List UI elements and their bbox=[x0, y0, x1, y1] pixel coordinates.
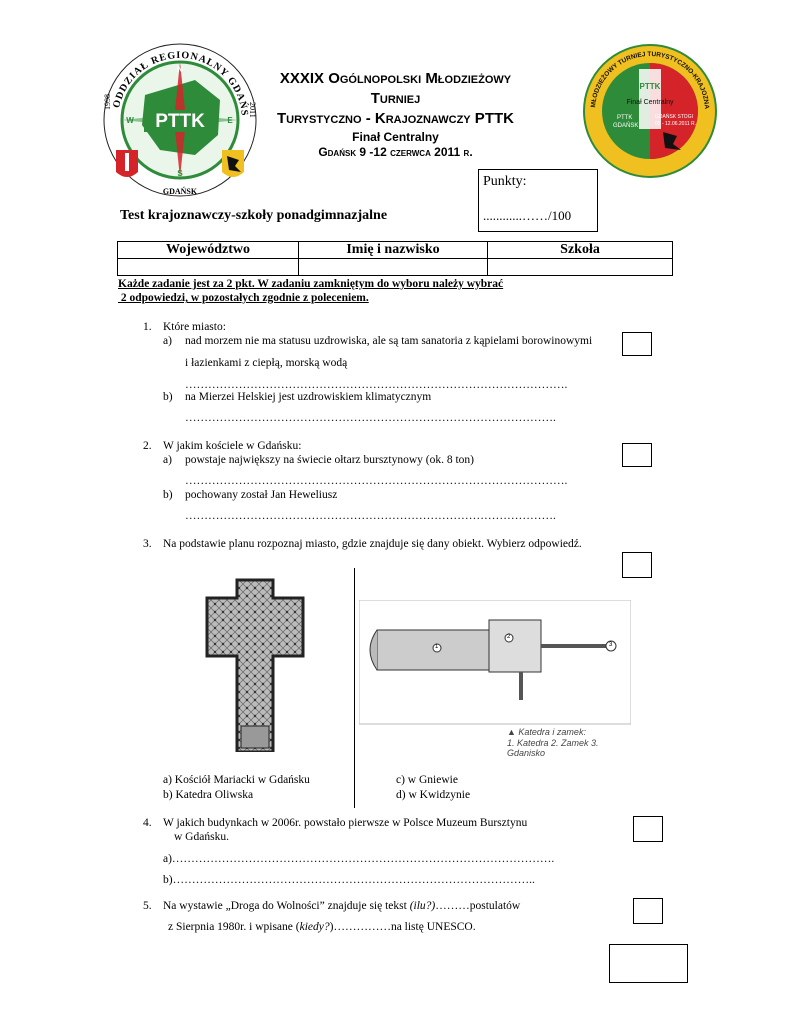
q1-number: 1. bbox=[143, 321, 152, 333]
q1-answer-box[interactable] bbox=[622, 332, 652, 356]
q3-option-d[interactable]: d) w Kwidzynie bbox=[396, 789, 471, 801]
q3-number: 3. bbox=[143, 538, 152, 550]
plan-caption-title: ▲ Katedra i zamek: bbox=[507, 727, 586, 737]
q1-b-dots[interactable]: ……………………………………………………………………………………. bbox=[185, 412, 556, 424]
score-value: ............……/100 bbox=[483, 208, 572, 223]
header-line5: Gdańsk 9 -12 czerwca 2011 r. bbox=[318, 145, 473, 159]
svg-text:GDAŃSK: GDAŃSK bbox=[613, 123, 639, 129]
svg-text:PTTK: PTTK bbox=[617, 115, 633, 121]
q2-a-dots[interactable]: ………………………………………………………………………………………. bbox=[185, 475, 568, 487]
svg-text:2011: 2011 bbox=[248, 102, 257, 118]
test-title: Test krajoznawczy-szkoły ponadgimnazjalne bbox=[120, 208, 388, 223]
column-header-voivodeship: Województwo bbox=[118, 242, 299, 259]
q1-a-dots[interactable]: ………………………………………………………………………………………. bbox=[185, 379, 568, 391]
q2-b-dots[interactable]: ……………………………………………………………………………………. bbox=[185, 510, 556, 522]
q2-b-label: b) bbox=[163, 489, 173, 501]
q5-text: Na wystawie „Droga do Wolności” znajduje się tekst (ilu?)………postulatów bbox=[163, 900, 521, 912]
q1-b-text: na Mierzei Helskiej jest uzdrowiskiem klimatycznym bbox=[185, 391, 432, 403]
q3-answer-box[interactable] bbox=[622, 552, 652, 578]
column-header-school: Szkoła bbox=[488, 242, 673, 259]
header-line1: XXXIX Ogólnopolski Młodzieżowy bbox=[279, 70, 512, 87]
header-line2: Turniej bbox=[370, 90, 421, 107]
score-label: Punkty: bbox=[483, 174, 527, 189]
name-field[interactable] bbox=[299, 259, 488, 276]
svg-text:S: S bbox=[177, 169, 183, 178]
svg-text:1998: 1998 bbox=[103, 94, 112, 110]
header-line4: Finał Centralny bbox=[352, 130, 439, 144]
svg-text:E: E bbox=[227, 116, 233, 125]
svg-text:N: N bbox=[177, 65, 183, 74]
plans-divider bbox=[354, 568, 355, 808]
q2-a-label: a) bbox=[163, 454, 172, 466]
page-points-box[interactable] bbox=[609, 944, 688, 983]
q2-text: W jakim kościele w Gdańsku: bbox=[163, 440, 302, 452]
q4-text: W jakich budynkach w 2006r. powstało pierwsze w Polsce Muzeum Bursztynu bbox=[163, 817, 528, 829]
q3-option-c[interactable]: c) w Gniewie bbox=[396, 774, 458, 786]
svg-text:ODDZIAŁ REGIONALNY GDAŃSK: ODDZIAŁ REGIONALNY GDAŃS bbox=[111, 49, 250, 117]
plan-caption-legend: 1. Katedra 2. Zamek 3. Gdanisko bbox=[507, 738, 599, 758]
svg-text:GDAŃSK STOGI: GDAŃSK STOGI bbox=[655, 114, 693, 120]
q4-cont: w Gdańsku. bbox=[174, 831, 229, 843]
plan-label-3: 3 bbox=[609, 642, 613, 648]
svg-text:W: W bbox=[126, 116, 134, 125]
q2-answer-box[interactable] bbox=[622, 443, 652, 467]
q4-answer-box[interactable] bbox=[633, 816, 663, 842]
school-field[interactable] bbox=[488, 259, 673, 276]
score-box bbox=[478, 169, 598, 232]
cathedral-castle-plan-image bbox=[359, 600, 631, 758]
q1-text: Które miasto: bbox=[163, 321, 226, 333]
q2-number: 2. bbox=[143, 440, 152, 452]
header-line3: Turystyczno - Krajoznawczy PTTK bbox=[277, 110, 514, 127]
column-header-name: Imię i nazwisko bbox=[299, 242, 488, 259]
q1-b-label: b) bbox=[163, 391, 173, 403]
q3-option-b[interactable]: b) Katedra Oliwska bbox=[163, 789, 254, 801]
church-plan-image bbox=[203, 576, 307, 752]
voivodeship-field[interactable] bbox=[118, 259, 299, 276]
q3-option-a[interactable]: a) Kościół Mariacki w Gdańsku bbox=[163, 774, 310, 786]
instructions-line1: Każde zadanie jest za 2 pkt. W zadaniu zamkniętym do wyboru należy wybrać bbox=[118, 278, 504, 290]
svg-text:09 - 12.06.2011 R.: 09 - 12.06.2011 R. bbox=[655, 121, 697, 127]
q2-b-text: pochowany został Jan Heweliusz bbox=[185, 489, 338, 501]
svg-text:PTTK: PTTK bbox=[155, 111, 205, 132]
q4-b-line[interactable]: b)………………………………………………………………………………….. bbox=[163, 874, 535, 886]
svg-text:PTTK: PTTK bbox=[639, 82, 661, 91]
svg-text:MŁODZIEŻOWY TURNIEJ TURYSTYCZN: MŁODZIEŻOWY TURNIEJ TURYSTYCZNO-KRAJOZNA bbox=[590, 50, 710, 110]
q5-answer-box[interactable] bbox=[633, 898, 663, 924]
q1-a-label: a) bbox=[163, 335, 172, 347]
instructions-line2: 2 odpowiedzi, w pozostałych zgodnie z poleceniem. bbox=[118, 292, 369, 304]
q5-number: 5. bbox=[143, 900, 152, 912]
q4-number: 4. bbox=[143, 817, 152, 829]
plan-label-1: 1 bbox=[435, 644, 439, 650]
q2-a-text: powstaje największy na świecie ołtarz bursztynowy (ok. 8 ton) bbox=[185, 454, 475, 466]
q5-text-line2: z Sierpnia 1980r. i wpisane (kiedy?)……………na listę UNESCO. bbox=[168, 921, 476, 933]
svg-text:Finał Centralny: Finał Centralny bbox=[626, 99, 674, 106]
q1-a-cont: i łazienkami z ciepłą, morską wodą bbox=[185, 357, 348, 369]
q4-a-line[interactable]: a)………………………………………………………………………………………. bbox=[163, 853, 555, 865]
participant-table bbox=[117, 241, 673, 276]
q3-text: Na podstawie planu rozpoznaj miasto, gdzie znajduje się dany obiekt. Wybierz odpowiedź. bbox=[163, 538, 582, 550]
q1-a-text: nad morzem nie ma statusu uzdrowiska, ale są tam sanatoria z kąpielami borowinowymi bbox=[185, 335, 593, 347]
plan-label-2: 2 bbox=[507, 634, 511, 640]
svg-text:GDAŃSK: GDAŃSK bbox=[162, 187, 198, 196]
tournament-logo bbox=[583, 44, 717, 178]
